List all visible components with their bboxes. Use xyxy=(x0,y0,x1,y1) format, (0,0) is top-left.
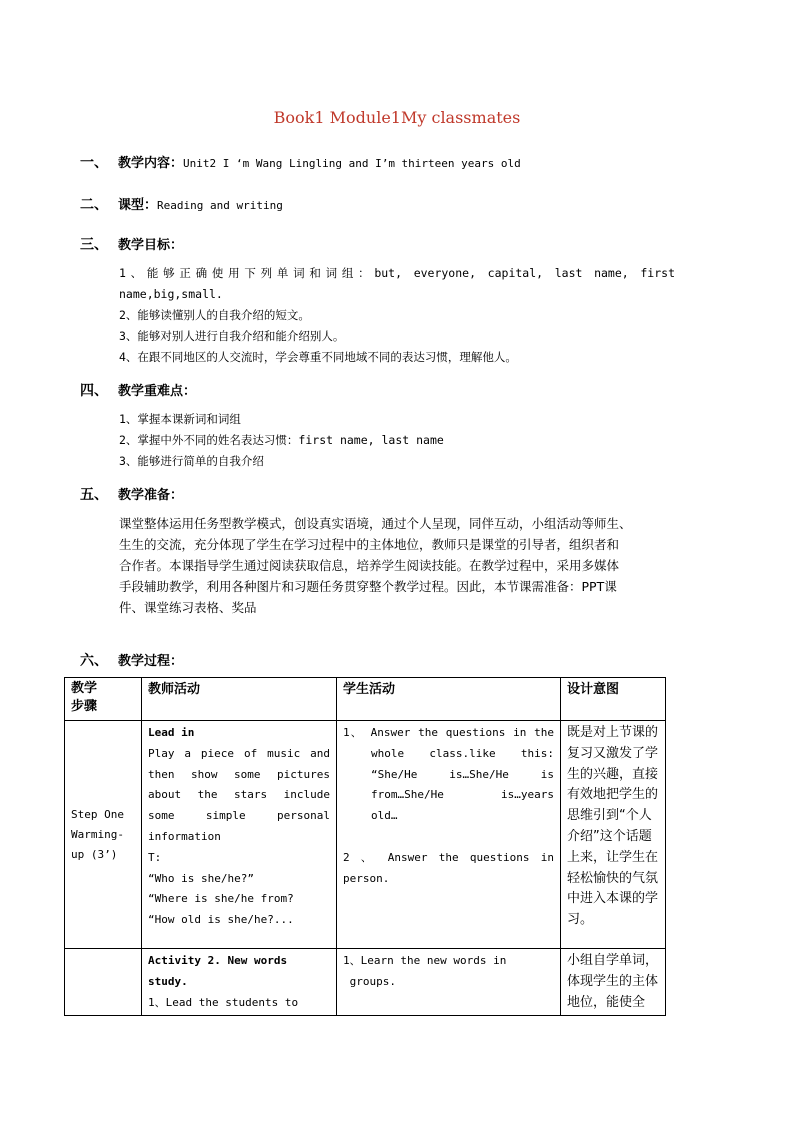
paragraph-line: 课堂整体运用任务型教学模式，创设真实语境，通过个人呈现，同伴互动，小组活动等师生、 xyxy=(119,516,632,531)
teaching-process-table xyxy=(64,677,666,1016)
section-number: 三、 xyxy=(80,237,108,253)
section-number: 五、 xyxy=(80,487,108,503)
section-number: 二、 xyxy=(80,197,108,213)
teacher-title: Lead in xyxy=(148,726,195,739)
section-heading: 教学重难点： xyxy=(118,384,197,399)
teacher-line: about the stars include xyxy=(148,788,330,802)
table-row xyxy=(65,949,666,1016)
student-line: person. xyxy=(343,871,390,885)
paragraph-line: 件、课堂练习表格、奖品 xyxy=(119,600,257,615)
section-4 xyxy=(80,380,196,402)
student-cell xyxy=(337,721,561,949)
student-line: from…She/He is…years xyxy=(371,788,554,802)
teacher-line: T: xyxy=(148,850,162,864)
paragraph-line: 手段辅助教学，利用各种图片和习题任务贯穿整个教学过程。因此，本节课需准备：PPT课 xyxy=(119,579,617,594)
section-3 xyxy=(80,234,183,256)
teacher-line: 1、Lead the students to xyxy=(148,995,299,1009)
header-student: 学生活动 xyxy=(337,678,561,721)
section-heading: 教学准备： xyxy=(118,488,184,503)
student-line: whole class.like this: xyxy=(371,746,554,760)
objective-item: name,big,small. xyxy=(119,287,223,301)
intent-cell: 既是对上节课的复习又激发了学生的兴趣，直接有效地把学生的思维引到“个人介绍”这个话题上来，让学生在轻松愉快的气氛中进入本课的学习。 xyxy=(561,721,666,949)
objective-item: 3、能够对别人进行自我介绍和能介绍别人。 xyxy=(119,329,345,343)
header-intent: 设计意图 xyxy=(561,678,666,721)
paragraph-line: 生生的交流，充分体现了学生在学习过程中的主体地位，教师只是课堂的引导者，组织者和 xyxy=(119,537,620,552)
key-point-item: 1、掌握本课新词和词组 xyxy=(119,412,241,426)
student-line: 2 、 Answer the questions in xyxy=(343,850,554,864)
objective-item: 2、能够读懂别人的自我介绍的短文。 xyxy=(119,308,310,322)
teacher-cell xyxy=(142,721,337,949)
header-step: 教学 步骤 xyxy=(65,678,142,721)
section-1 xyxy=(80,152,521,174)
objective-item: 1、能够正确使用下列单词和词组：but, everyone, capital, last name, first xyxy=(119,266,675,280)
teacher-line: then show some pictures xyxy=(148,767,330,781)
section-value: Reading and writing xyxy=(157,199,283,212)
section-heading: 教学目标： xyxy=(118,238,184,253)
teacher-cell xyxy=(142,949,337,1016)
section-number: 一、 xyxy=(80,155,108,171)
student-line: old… xyxy=(371,809,398,823)
teacher-line: information xyxy=(148,829,221,843)
teacher-line: “Where is she/he from? xyxy=(148,892,294,906)
section-value: Unit2 I ‘m Wang Lingling and I’m thirteen years old xyxy=(183,157,521,170)
section-heading: 教学内容： xyxy=(118,156,184,171)
teacher-line: Play a piece of music and xyxy=(148,746,330,760)
teacher-line: “How old is she/he?... xyxy=(148,913,294,927)
objective-item: 4、在跟不同地区的人交流时，学会尊重不同地域不同的表达习惯，理解他人。 xyxy=(119,350,517,364)
step-cell: Step One Warming- up (3’) xyxy=(65,721,142,949)
section-number: 四、 xyxy=(80,383,108,399)
student-cell xyxy=(337,949,561,1016)
key-point-item: 3、能够进行简单的自我介绍 xyxy=(119,454,264,468)
document-title: Book1 Module1My classmates xyxy=(273,108,521,127)
intent-cell: 小组自学单词，体现学生的主体地位，能使全 xyxy=(561,949,666,1016)
table-row xyxy=(65,721,666,949)
student-line: 1、 Answer the questions in the xyxy=(343,726,554,739)
section-6 xyxy=(80,650,183,672)
key-points-list xyxy=(119,409,675,472)
objectives-list xyxy=(119,263,675,368)
teacher-line: some simple personal xyxy=(148,809,330,823)
preparation-paragraph xyxy=(119,513,675,618)
teacher-line: “Who is she/he?” xyxy=(148,871,254,885)
student-line: 1、Learn the new words in xyxy=(343,954,507,967)
student-line: “She/He is…She/He is xyxy=(371,767,554,781)
student-line xyxy=(343,827,554,848)
section-2 xyxy=(80,194,283,216)
section-heading: 教学过程： xyxy=(118,654,184,669)
key-point-item: 2、掌握中外不同的姓名表达习惯：first name, last name xyxy=(119,433,444,447)
paragraph-line: 合作者。本课指导学生通过阅读获取信息，培养学生阅读技能。在教学过程中，采用多媒体 xyxy=(119,558,620,573)
step-cell xyxy=(65,949,142,1016)
student-line: groups. xyxy=(343,974,396,988)
section-5 xyxy=(80,484,183,506)
table-header-row xyxy=(65,678,666,721)
section-heading: 课型： xyxy=(118,198,158,213)
teacher-title: Activity 2. New words study. xyxy=(148,954,288,988)
header-teacher: 教师活动 xyxy=(142,678,337,721)
section-number: 六、 xyxy=(80,653,108,669)
